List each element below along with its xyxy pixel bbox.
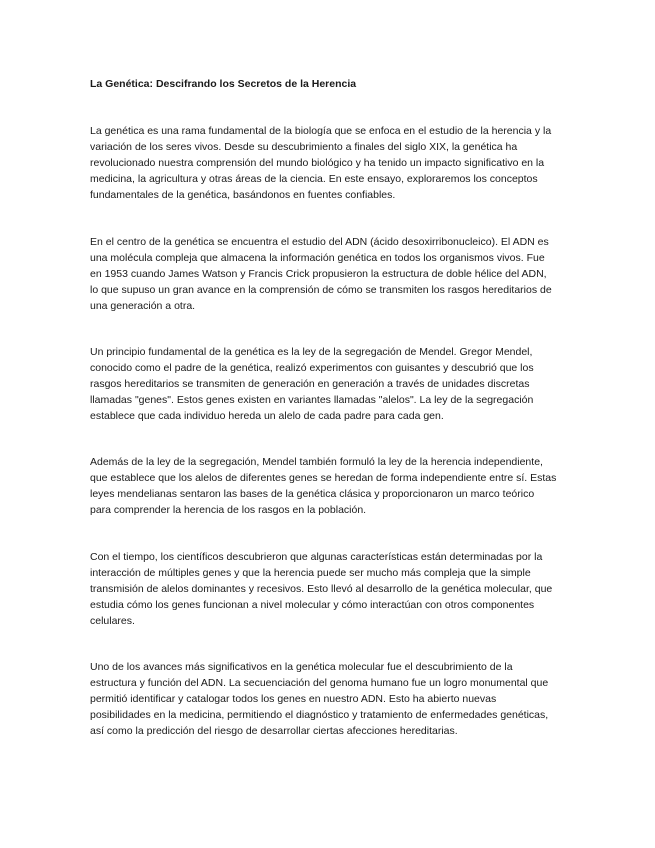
text-line: En el centro de la genética se encuentra el estudio del ADN (ácido desoxirribonucleico). El ADN es [90,236,549,248]
text-line: La genética es una rama fundamental de la biología que se enfoca en el estudio de la herencia y la [90,125,552,137]
paragraph-4 [90,455,568,519]
text-line: Con el tiempo, los científicos descubrieron que algunas características están determinadas por la [90,551,543,563]
text-line: Además de la ley de la segregación, Mendel también formuló la ley de la herencia independiente, [90,456,543,468]
text-line: así como la predicción del riesgo de desarrollar ciertas afecciones hereditarias. [90,724,458,737]
text-line: Uno de los avances más significativos en la genética molecular fue el descubrimiento de la [90,661,513,673]
document-title: La Genética: Descifrando los Secretos de la Herencia [90,78,357,90]
paragraph-2 [90,235,568,315]
text-line: lo que supuso un gran avance en la comprensión de cómo se transmiten los rasgos hereditarios de [90,283,552,296]
text-line: posibilidades en la medicina, permitiendo el diagnóstico y tratamiento de enfermedades genéticas, [90,708,549,721]
paragraph-6 [90,660,568,740]
paragraph-1 [90,124,568,204]
text-line: leyes mendelianas sentaron las bases de la genética clásica y proporcionaron un marco teórico [90,487,535,500]
text-line: variación de los seres vivos. Desde su descubrimiento a finales del siglo XIX, la genética ha [90,140,518,153]
text-line: celulares. [90,614,135,627]
text-line: en 1953 cuando James Watson y Francis Crick propusieron la estructura de doble hélice del ADN, [90,267,547,280]
text-line: estudia cómo los genes funcionan a nivel molecular y cómo interactúan con otros componentes [90,598,535,611]
text-line: que establece que los alelos de diferentes genes se heredan de forma independiente entre sí. Estas [90,471,557,484]
text-line: para comprender la herencia de los rasgos en la población. [90,503,367,516]
text-line: revolucionado nuestra comprensión del mundo biológico y ha tenido un impacto significativo en la [90,156,545,169]
paragraph-5 [90,550,568,630]
text-line: conocido como el padre de la genética, realizó experimentos con guisantes y descubrió que los [90,361,534,374]
text-line: rasgos hereditarios se transmiten de generación en generación a través de unidades discretas [90,377,530,390]
text-line: Un principio fundamental de la genética es la ley de la segregación de Mendel. Gregor Mendel, [90,346,533,358]
text-line: fundamentales de la genética, basándonos en fuentes confiables. [90,188,396,201]
text-line: estructura y función del ADN. La secuenciación del genoma humano fue un logro monumental que [90,676,549,689]
text-line: interacción de múltiples genes y que la herencia puede ser mucho más compleja que la simple [90,566,531,579]
text-line: permitió identificar y catalogar todos los genes en nuestro ADN. Esto ha abierto nuevas [90,692,497,705]
text-line: una molécula compleja que almacena la información genética en todos los organismos vivos. Fue [90,251,545,264]
text-line: llamadas "genes". Estos genes existen en variantes llamadas "alelos". La ley de la segregación [90,393,534,406]
text-line: transmisión de alelos dominantes y recesivos. Esto llevó al desarrollo de la genética molecular, que [90,582,553,595]
text-line: medicina, la agricultura y otras áreas de la ciencia. En este ensayo, exploraremos los conceptos [90,172,538,185]
text-line: una generación a otra. [90,299,196,312]
paragraph-3 [90,345,568,425]
text-line: establece que cada individuo hereda un alelo de cada padre para cada gen. [90,409,444,422]
